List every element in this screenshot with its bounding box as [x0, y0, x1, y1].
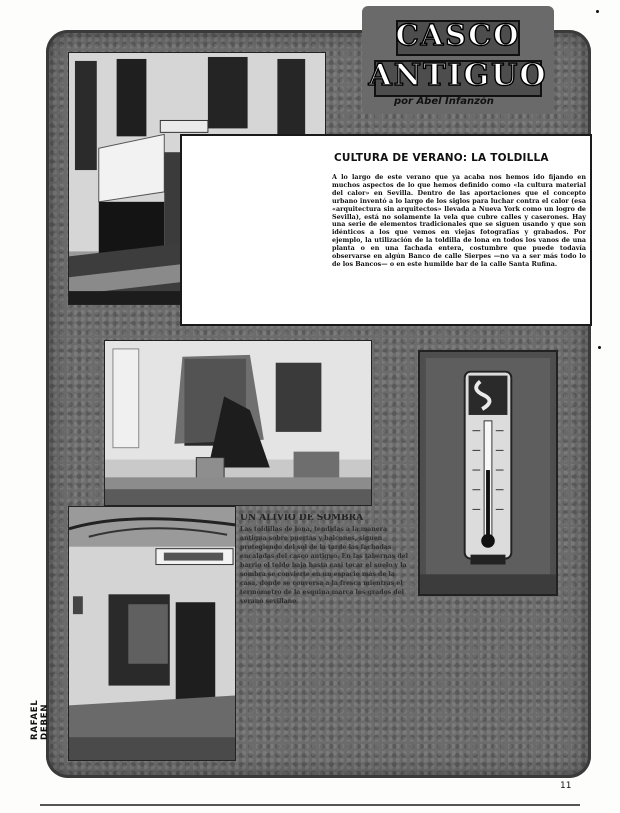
bottom-rule	[40, 804, 580, 806]
article-body: A lo largo de este verano que ya acaba nos hemos ido fijando en muchos aspectos de lo que hemos definido como «la cultura material del calor» en Sevilla. Dentro de las aportaciones que el concepto urbano inventó a lo largo de los siglos para luchar contra el calor (esa «arquitectura sin arquitectos» llevada a Nueva York como un logro de Sevilla), está no solamente la vela que cubre calles y caserones. Hay una serie de elementos tradicionales que se siguen usando y que son idénticos a los que vemos en viejas fotografías y grabados. Por ejemplo, la utilización de la toldilla de lona en todos los vanos de una planta o en una fachada entera, costumbre que puede todavía observarse en algún Banco de calle Sierpes —no va a ser más todo lo de los Bancos— o en este humilde bar de la calle Santa Rufina.	[332, 173, 586, 268]
caption-block	[240, 514, 410, 766]
photo-credit: RAFAEL DEBEN	[30, 699, 50, 740]
section-title-line-1: CASCO	[395, 18, 521, 52]
caption-body: Las toldillas de lona, tendidas a la manera antigua sobre puertas y balcones, siguen protegiendo del sol de la tarde las fachadas encaladas del casco antiguo. En las tabernas del barrio el toldo baja hasta casi tocar el suelo y la sombra se convierte en un espacio más de la casa, donde se conversa a la fresca mientras el termómetro de la esquina marca los grados del verano sevillano.	[240, 526, 409, 605]
section-title-line-2: ANTIGUO	[368, 58, 548, 93]
photo-bar-awning	[104, 340, 372, 506]
scan-dot	[598, 346, 601, 349]
photo-doorway	[68, 506, 236, 761]
photo-thermometer	[418, 350, 558, 596]
page-number: 11	[560, 781, 572, 791]
byline: por Abel Infanzón	[394, 96, 494, 107]
scan-dot	[596, 10, 599, 13]
article-box	[180, 134, 592, 326]
article-heading: CULTURA DE VERANO: LA TOLDILLA	[334, 152, 549, 164]
caption-heading: UN ALIVIO DE SOMBRA	[240, 514, 364, 523]
